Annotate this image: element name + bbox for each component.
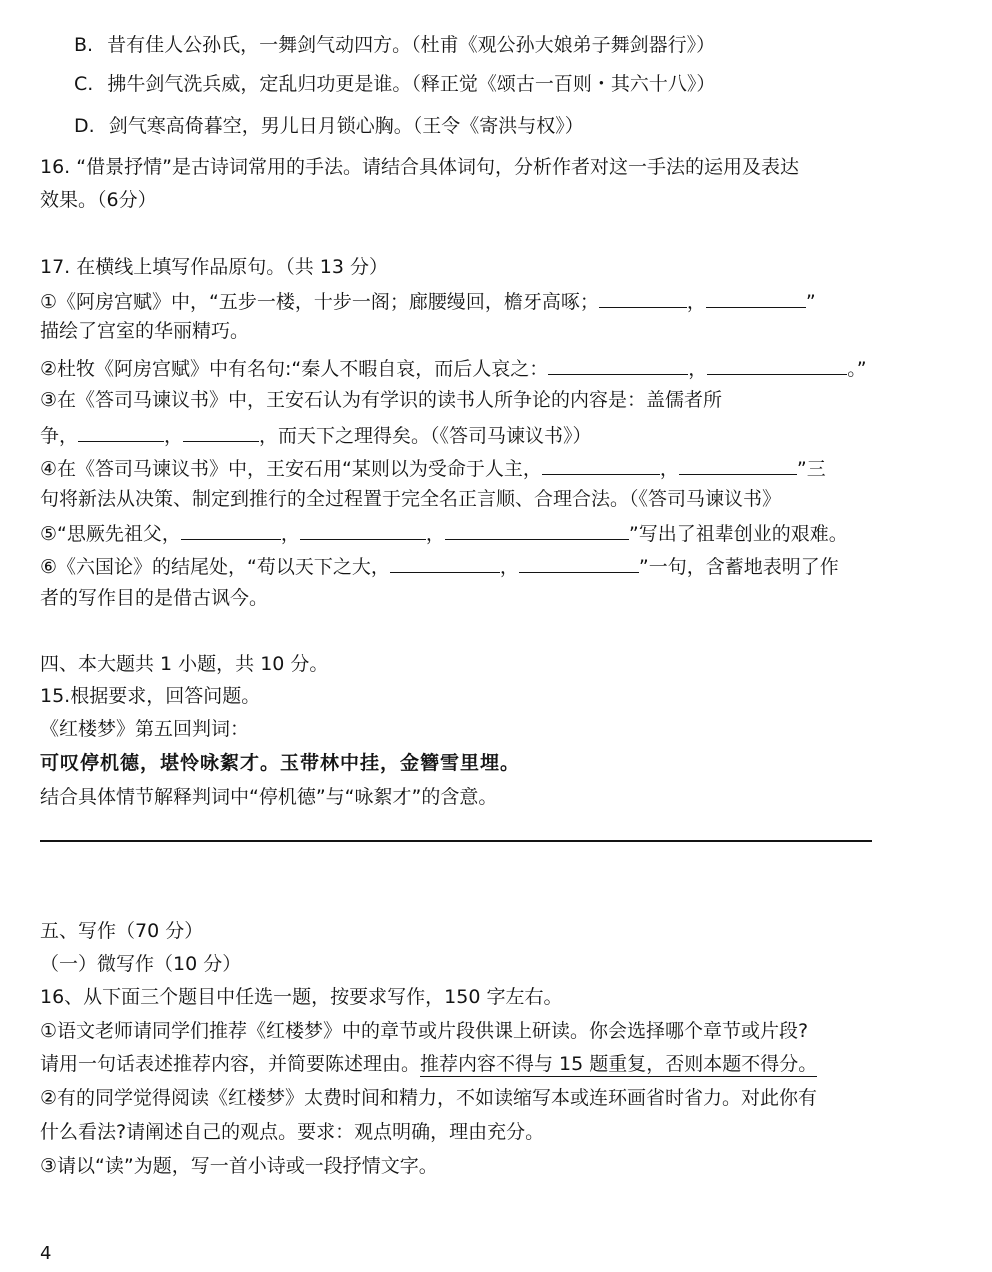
closing-quote: ”三 bbox=[796, 458, 826, 480]
item-text: ⑥《六国论》的结尾处，“苟以天下之大， bbox=[40, 556, 390, 578]
q17-item1-cont: 描绘了宫室的华丽精巧。 bbox=[40, 320, 250, 342]
answer-blank[interactable] bbox=[706, 290, 806, 308]
separator: ， bbox=[688, 358, 708, 380]
q17-item6 bbox=[40, 555, 839, 577]
separator: ， bbox=[425, 523, 445, 545]
option-letter: B. bbox=[74, 34, 94, 56]
q16-line1: 16. “借景抒情”是古诗词常用的手法。请结合具体词句，分析作者对这一手法的运用及表达 bbox=[40, 156, 799, 178]
underlined-requirement: 推荐内容不得与 15 题重复，否则本题不得分。 bbox=[420, 1053, 818, 1075]
q17-item4 bbox=[40, 457, 826, 479]
option-b bbox=[74, 36, 715, 55]
answer-blank[interactable] bbox=[707, 357, 847, 375]
q16-line2: 效果。（6分） bbox=[40, 189, 157, 211]
writing-option-1: ①语文老师请同学们推荐《红楼梦》中的章节或片段供课上研读。你会选择哪个章节或片段? bbox=[40, 1020, 809, 1042]
answer-blank[interactable] bbox=[390, 555, 500, 573]
answer-blank[interactable] bbox=[599, 290, 687, 308]
section5-heading: 五、写作（70 分） bbox=[40, 920, 204, 942]
writing-option-3: ③请以“读”为题，写一首小诗或一段抒情文字。 bbox=[40, 1155, 438, 1177]
option-letter: D. bbox=[74, 115, 95, 137]
option-letter: C. bbox=[74, 73, 94, 95]
q17-title: 17. 在横线上填写作品原句。（共 13 分） bbox=[40, 256, 389, 278]
option-c bbox=[74, 75, 715, 94]
separator: ， bbox=[280, 523, 300, 545]
writing-option-2-cont: 什么看法?请阐述自己的观点。要求：观点明确，理由充分。 bbox=[40, 1121, 545, 1143]
section4-prompt: 结合具体情节解释判词中“停机德”与“咏絮才”的含意。 bbox=[40, 786, 498, 808]
separator: ， bbox=[686, 291, 706, 313]
answer-blank[interactable] bbox=[300, 522, 426, 540]
separator: ， bbox=[499, 556, 519, 578]
item-text: ①《阿房宫赋》中，“五步一楼，十步一阁；廊腰缦回，檐牙高啄； bbox=[40, 291, 599, 313]
q17-item1 bbox=[40, 290, 816, 312]
item-text: 争， bbox=[40, 425, 79, 447]
closing-quote: ” bbox=[805, 291, 816, 313]
q17-item5 bbox=[40, 522, 848, 544]
item-text: ⑤“思厥先祖父， bbox=[40, 523, 181, 545]
item-text: ②杜牧《阿房宫赋》中有名句:“秦人不暇自哀，而后人哀之： bbox=[40, 358, 549, 380]
option-text: 昔有佳人公孙氏，一舞剑气动四方。（杜甫《观公孙大娘弟子舞剑器行》） bbox=[107, 34, 716, 56]
item-text: ”写出了祖辈创业的艰难。 bbox=[628, 523, 848, 545]
separator: ， bbox=[659, 458, 679, 480]
writing-option-1-cont bbox=[40, 1055, 817, 1074]
option-text: 剑气寒高倚暮空，男儿日月锁心胸。（王令《寄洪与权》） bbox=[108, 115, 584, 137]
answer-blank[interactable] bbox=[183, 424, 259, 442]
item-text: ④在《答司马谏议书》中，王安石用“某则以为受命于人主， bbox=[40, 458, 542, 480]
section5-question: 16、从下面三个题目中任选一题，按要求写作，150 字左右。 bbox=[40, 986, 563, 1008]
q17-item3: ③在《答司马谏议书》中，王安石认为有学识的读书人所争论的内容是：盖儒者所 bbox=[40, 389, 723, 411]
q17-item3-cont bbox=[40, 424, 592, 446]
answer-blank[interactable] bbox=[519, 555, 639, 573]
item-text: ，而天下之理得矣。（《答司马谏议书》） bbox=[259, 425, 592, 447]
answer-blank[interactable] bbox=[78, 424, 164, 442]
answer-blank[interactable] bbox=[445, 522, 629, 540]
q17-item6-cont: 者的写作目的是借古讽今。 bbox=[40, 587, 269, 609]
answer-blank[interactable] bbox=[679, 457, 797, 475]
answer-blank[interactable] bbox=[548, 357, 688, 375]
section4-question: 15.根据要求，回答问题。 bbox=[40, 685, 261, 707]
section4-heading: 四、本大题共 1 小题，共 10 分。 bbox=[40, 653, 329, 675]
section4-source: 《红楼梦》第五回判词： bbox=[40, 718, 250, 740]
option-text: 拂牛剑气洗兵威，定乱归功更是谁。（释正觉《颂古一百则・其六十八》） bbox=[107, 73, 716, 95]
answer-line[interactable] bbox=[40, 840, 872, 842]
separator: ， bbox=[164, 425, 184, 447]
answer-blank[interactable] bbox=[542, 457, 660, 475]
writing-option-2: ②有的同学觉得阅读《红楼梦》太费时间和精力，不如读缩写本或连环画省时省力。对此你有 bbox=[40, 1087, 818, 1109]
option-d bbox=[74, 117, 584, 136]
item-text: ”一句，含蓄地表明了作 bbox=[638, 556, 839, 578]
answer-blank[interactable] bbox=[181, 522, 281, 540]
q17-item4-cont: 句将新法从决策、制定到推行的全过程置于完全名正言顺、合理合法。（《答司马谏议书》 bbox=[40, 488, 782, 510]
section4-poem: 可叹停机德，堪怜咏絮才。玉带林中挂，金簪雪里埋。 bbox=[40, 752, 521, 774]
item-text: 请用一句话表述推荐内容，并简要陈述理由。 bbox=[40, 1053, 421, 1075]
q17-item2 bbox=[40, 357, 867, 379]
section5-subheading: （一）微写作（10 分） bbox=[40, 953, 242, 975]
closing-quote: 。” bbox=[847, 358, 867, 380]
page-number: 4 bbox=[40, 1243, 52, 1264]
